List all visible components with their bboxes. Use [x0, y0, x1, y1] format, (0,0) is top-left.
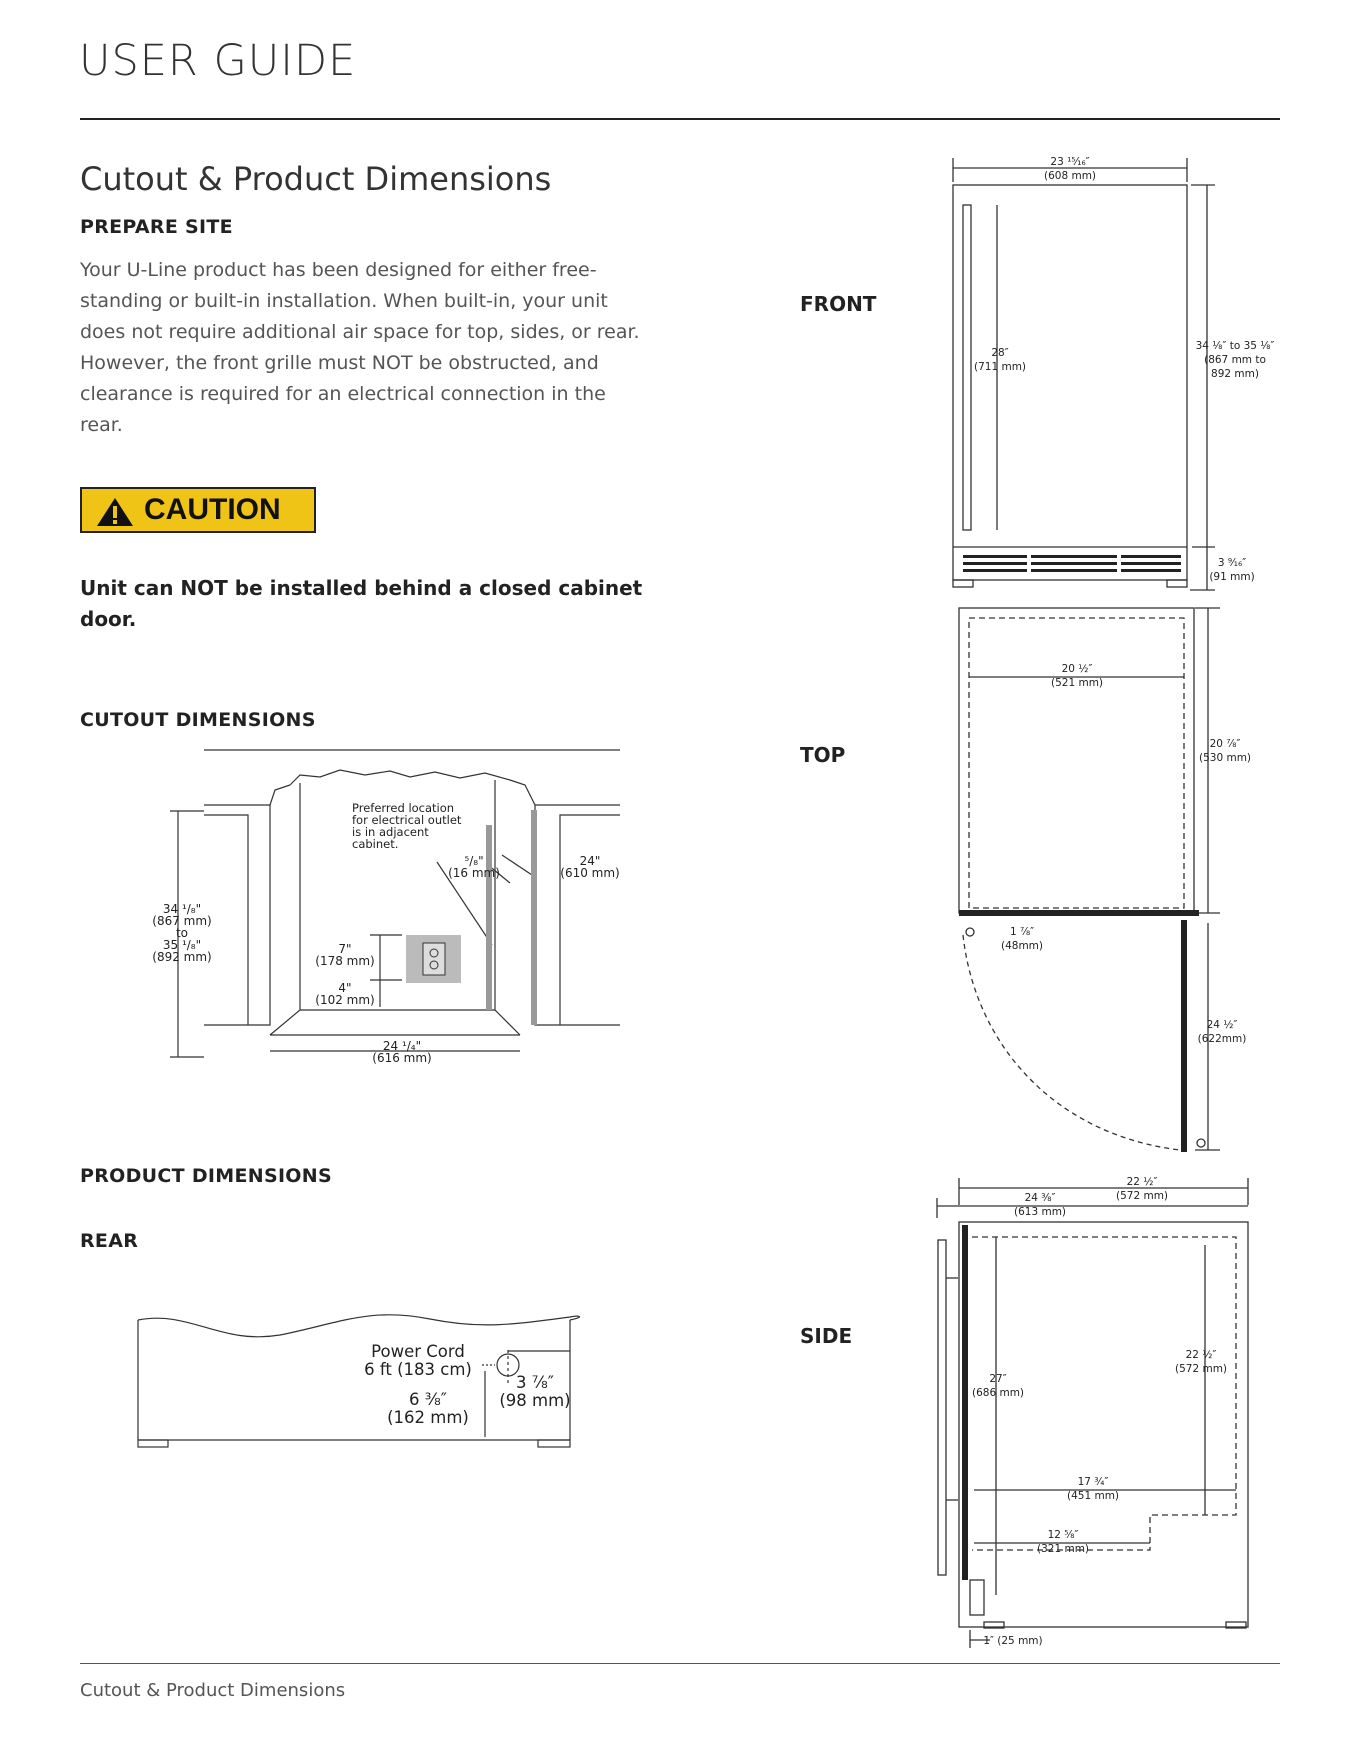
caution-text: Unit can NOT be installed behind a closed cabinet door. [80, 576, 643, 631]
side-inner-h-1: 22 ½″ [1185, 1349, 1217, 1361]
cutout-dimensions-heading: CUTOUT DIMENSIONS [80, 709, 316, 731]
cutout-height-3: to [175, 926, 189, 940]
rear-height-1: 6 ⅜″ [409, 1390, 447, 1409]
side-lower-2: (321 mm) [1036, 1543, 1090, 1555]
power-cord-2: 6 ft (183 cm) [364, 1360, 472, 1379]
front-height-2: (867 mm to [1204, 354, 1266, 366]
top-depth-1: 20 ⅞″ [1209, 738, 1241, 750]
side-overall-2: (613 mm) [1013, 1206, 1067, 1218]
front-height-3: 892 mm) [1211, 368, 1259, 380]
cutout-height-4: 35 ¹/₈" [162, 938, 202, 952]
footer-text: Cutout & Product Dimensions [80, 1680, 346, 1701]
top-diagram [945, 605, 1265, 1165]
side-height-1: 27″ [989, 1373, 1007, 1385]
front-width-1: 23 ¹⁵⁄₁₆″ [1050, 156, 1090, 168]
cutout-diagram [140, 735, 630, 1075]
side-overall-1: 24 ⅜″ [1024, 1192, 1056, 1204]
caution-label: CAUTION [144, 493, 281, 526]
cutout-height-2: (867 mm) [152, 914, 212, 928]
side-diagram [930, 1170, 1265, 1645]
side-cabinet-2: (572 mm) [1115, 1190, 1169, 1202]
front-label: FRONT [800, 292, 877, 316]
rear-offset-2: (98 mm) [499, 1391, 571, 1410]
caution-badge [80, 487, 316, 533]
front-door-1: 28″ [991, 347, 1009, 359]
header-rule [80, 118, 1280, 120]
top-width-1: 20 ½″ [1061, 663, 1093, 675]
prepare-site-heading: PREPARE SITE [80, 216, 233, 238]
cutout-height-5: (892 mm) [152, 950, 212, 964]
prepare-site-body: Your U-Line product has been designed for either free-standing or built-in installation. When built-in, your unit does not require additional air space for top, sides, or rear. However, the front grille must NOT be obstructed, and clearance is required for an electrical connection in the rear. [80, 259, 640, 436]
top-hinge-2: (48mm) [1000, 940, 1044, 952]
section-title: Cutout & Product Dimensions [80, 160, 552, 198]
front-door-2: (711 mm) [973, 361, 1027, 373]
cutout-width-1: 24 ¹/₄" [382, 1039, 422, 1053]
front-height-1: 34 ⅛″ to 35 ⅛″ [1195, 340, 1275, 352]
page-header-title: USER GUIDE [79, 36, 357, 86]
outlet-bottom-1: 4" [338, 981, 352, 995]
side-inner-h-2: (572 mm) [1174, 1363, 1228, 1375]
front-grille-1: 3 ⁹⁄₁₆″ [1217, 557, 1247, 569]
cutout-depth-2: (610 mm) [560, 866, 620, 880]
outlet-note-2: for electrical outlet [352, 813, 462, 827]
side-cabinet-1: 22 ½″ [1126, 1176, 1158, 1188]
top-hinge-1: 1 ⅞″ [1009, 926, 1035, 938]
power-cord-1: Power Cord [371, 1342, 465, 1361]
warning-triangle-icon [96, 497, 134, 527]
rear-diagram [130, 1305, 590, 1455]
cutout-depth-1: 24" [579, 854, 601, 868]
top-door-2: (622mm) [1197, 1033, 1247, 1045]
top-width-2: (521 mm) [1050, 677, 1104, 689]
side-shelf-1: 17 ¾″ [1077, 1476, 1109, 1488]
outlet-height-2: (178 mm) [315, 954, 375, 968]
rear-offset-1: 3 ⅞″ [516, 1373, 554, 1392]
front-grille-2: (91 mm) [1209, 571, 1255, 583]
outlet-note-1: Preferred location [352, 801, 455, 815]
top-label: TOP [800, 743, 846, 767]
cutout-height-1: 34 ¹/₈" [162, 902, 202, 916]
rear-heading: REAR [80, 1230, 139, 1252]
side-shelf-2: (451 mm) [1066, 1490, 1120, 1502]
front-width-2: (608 mm) [1043, 170, 1097, 182]
front-diagram [945, 150, 1275, 600]
top-depth-2: (530 mm) [1198, 752, 1252, 764]
cutout-width-2: (616 mm) [372, 1051, 432, 1065]
rear-height-2: (162 mm) [387, 1408, 469, 1427]
outlet-note-4: cabinet. [352, 837, 399, 851]
outlet-note-3: is in adjacent [352, 825, 429, 839]
footer-rule [80, 1663, 1280, 1664]
side-height-2: (686 mm) [971, 1387, 1025, 1399]
cutout-gap-2: (16 mm) [448, 866, 500, 880]
product-dimensions-heading: PRODUCT DIMENSIONS [80, 1165, 332, 1187]
top-door-1: 24 ½″ [1206, 1019, 1238, 1031]
cutout-gap-1: ⁵/₈" [464, 854, 484, 868]
side-lower-1: 12 ⅝″ [1047, 1529, 1079, 1541]
side-label: SIDE [800, 1324, 853, 1348]
outlet-height-1: 7" [338, 942, 352, 956]
outlet-bottom-2: (102 mm) [315, 993, 375, 1007]
side-toe: 1″ (25 mm) [983, 1635, 1043, 1647]
